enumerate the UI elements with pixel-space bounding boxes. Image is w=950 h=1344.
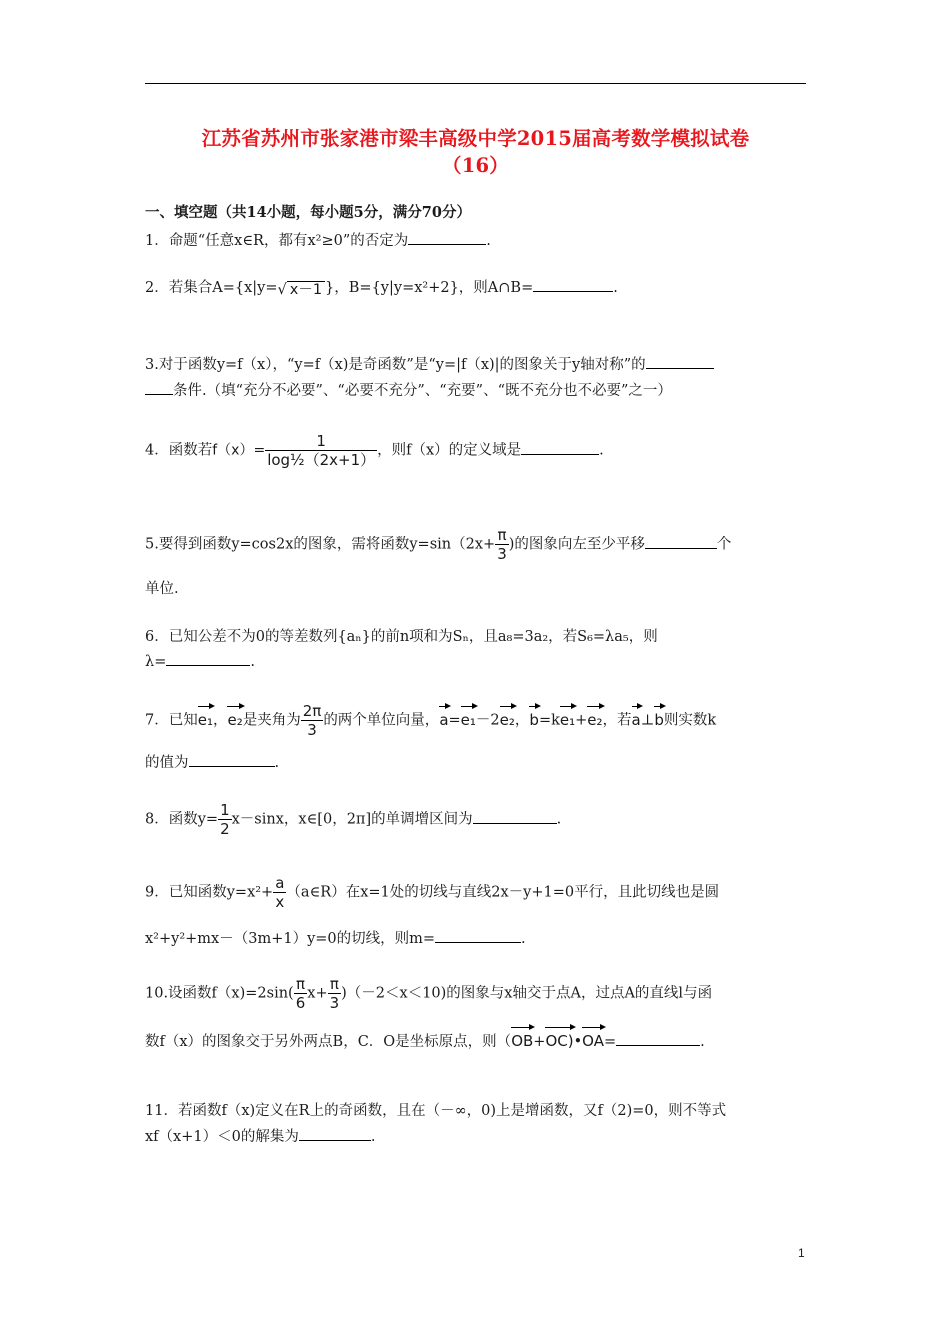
question-1 — [145, 229, 491, 250]
radicand: x－1 — [287, 281, 325, 298]
period: . — [613, 280, 618, 296]
q8-text-a: 8．函数y= — [145, 811, 219, 828]
answer-blank[interactable] — [533, 277, 613, 292]
q5-text-c: 个 — [716, 536, 732, 553]
q8-text-b: x－sinx，x∈[0，2π]的单调增区间为 — [231, 811, 473, 828]
period: . — [370, 1129, 376, 1145]
fraction: $\frac{\pi}{6}$ — [295, 975, 306, 1012]
question-5 — [145, 526, 731, 563]
vector-a: a — [632, 703, 641, 729]
vector-e2: e₂ — [227, 703, 242, 729]
vector-oa: OA — [582, 1024, 604, 1050]
q3-text: 3.对于函数y=f（x），“y=f（x)是奇函数”是“y=|f（x)|的图象关于y轴对称”的 — [145, 357, 646, 373]
q7-text-b: 是夹角为 — [242, 712, 301, 729]
period: . — [556, 811, 562, 828]
q2-text-a: 2．若集合A={x|y= — [145, 280, 278, 296]
question-3-line-2 — [145, 379, 672, 400]
period: . — [521, 931, 526, 947]
fraction: $\frac{\pi}{3}$ — [497, 526, 507, 563]
answer-blank[interactable] — [145, 380, 173, 395]
period: . — [599, 442, 604, 459]
fraction: $\frac{1}{\text{log½（2x+1）}}$ — [267, 432, 376, 469]
q4-lhs: f（x）= — [212, 442, 266, 459]
vector-e1: e₁ — [560, 703, 575, 729]
q10-text-b: )（－2＜x＜10)的图象与x轴交于点A，过点A的直线l与函 — [341, 985, 713, 1002]
question-4 — [145, 432, 604, 469]
question-8 — [145, 801, 561, 838]
document-title: 江苏省苏州市张家港市梁丰高级中学2015届高考数学模拟试卷 — [201, 127, 750, 150]
q9-text-l2: x²+y²+mx－（3m+1）y=0的切线，则m= — [145, 931, 436, 947]
question-9-line-2 — [145, 927, 526, 948]
q7-text-e: 则实数k — [663, 712, 717, 729]
q5-text-a: 5.要得到函数y=cos2x的图象，需将函数y=sin（2x+ — [145, 536, 496, 553]
answer-blank[interactable] — [299, 1126, 371, 1141]
q1-text: 1．命题“任意x∈R，都有x²≥0”的否定为 — [145, 233, 409, 249]
fraction: $\frac{\pi}{3}$ — [329, 975, 340, 1012]
fraction: $\frac{2\pi}{3}$ — [302, 702, 322, 739]
q10-text-l2: 数f（x）的图象交于另外两点B，C．O是坐标原点，则（ — [145, 1034, 512, 1050]
answer-blank[interactable] — [473, 809, 557, 824]
vector-a: a — [439, 703, 448, 729]
answer-blank[interactable] — [616, 1031, 700, 1046]
vector-e1: e₁ — [198, 703, 213, 729]
q4-text-a: 4．函数若 — [145, 442, 213, 459]
vector-e2: e₂ — [500, 703, 515, 729]
fraction: $\frac{1}{2}$ — [220, 801, 230, 838]
vector-oc: OC) — [545, 1024, 573, 1050]
answer-blank[interactable] — [408, 230, 486, 245]
q2-text-b: }，B={y|y=x²+2}，则A∩B= — [325, 280, 534, 296]
answer-blank[interactable] — [435, 928, 521, 943]
fraction: $\frac{a}{x}$ — [275, 874, 285, 911]
question-2 — [145, 276, 618, 299]
answer-blank[interactable] — [645, 534, 717, 549]
question-3-line-1 — [145, 353, 714, 374]
question-11-line-2 — [145, 1125, 375, 1146]
sqrt-expression: √ x－1 — [277, 278, 325, 299]
answer-blank[interactable] — [521, 440, 599, 455]
vector-e2: e₂ — [587, 703, 602, 729]
q7-text-c: 的两个单位向量， — [323, 712, 440, 729]
period: . — [486, 233, 491, 249]
question-5-line-2: 单位. — [145, 581, 179, 597]
page-number: 1 — [798, 1246, 805, 1260]
header-rule — [145, 83, 806, 84]
period: . — [700, 1034, 705, 1050]
question-7-line-2 — [145, 751, 279, 772]
q10-text-a: 10.设函数f（x)=2sin( — [145, 985, 294, 1002]
question-7: 7．已知e₁，e₂是夹角为 $\frac{2\pi}{3}$ 的两个单位向量，a=e₁－2e₂，b=ke₁+e₂，若a⊥b则实数k — [145, 702, 717, 739]
period: . — [250, 654, 255, 670]
question-11-line-1: 11．若函数f（x)定义在R上的奇函数，且在（－∞，0)上是增函数，又f（2)=0，则不等式 — [145, 1103, 727, 1119]
q5-text-b: )的图象向左至少平移 — [508, 536, 645, 553]
question-10: 10.设函数f（x)=2sin( $\frac{\pi}{6}$ x+ $\frac{\pi}{3}$ )（－2＜x＜10)的图象与x轴交于点A，过点A的直线l与函 — [145, 975, 713, 1012]
vector-e1: e₁ — [461, 703, 476, 729]
question-10-line-2: 数f（x）的图象交于另外两点B，C．O是坐标原点，则（OB+OC)•OA= . — [145, 1024, 705, 1051]
period: . — [274, 755, 280, 771]
question-6-line-1: 6．已知公差不为0的等差数列{aₙ}的前n项和为Sₙ，且a₈=3a₂，若S₆=λa₅，则 — [145, 629, 658, 645]
q9-text-b: （a∈R）在x=1处的切线与直线2x－y+1=0平行，且此切线也是圆 — [286, 884, 720, 901]
vector-b: b — [529, 703, 539, 729]
q7-text-a: 7．已知 — [145, 712, 198, 729]
section-heading: 一、填空题（共14小题，每小题5分，满分70分） — [145, 204, 471, 221]
question-6-line-2 — [145, 651, 255, 670]
q3-text-2: 条件.（填“充分不必要”、“必要不充分”、“充要”、“既不充分也不必要”之一） — [173, 383, 672, 399]
vector-b: b — [654, 703, 664, 729]
q6-text: λ= — [145, 654, 167, 670]
document-title-number: （16） — [442, 154, 509, 177]
question-9 — [145, 874, 719, 911]
vector-ob: OB — [511, 1024, 533, 1050]
q4-text-b: ，则f（x）的定义域是 — [377, 442, 522, 459]
q9-text-a: 9．已知函数y=x²+ — [145, 884, 274, 901]
q7-text-l2: 的值为 — [145, 755, 189, 771]
q11-text: xf（x+1）＜0的解集为 — [145, 1129, 299, 1145]
answer-blank[interactable] — [646, 354, 714, 369]
answer-blank[interactable] — [189, 752, 275, 767]
answer-blank[interactable] — [166, 651, 250, 666]
